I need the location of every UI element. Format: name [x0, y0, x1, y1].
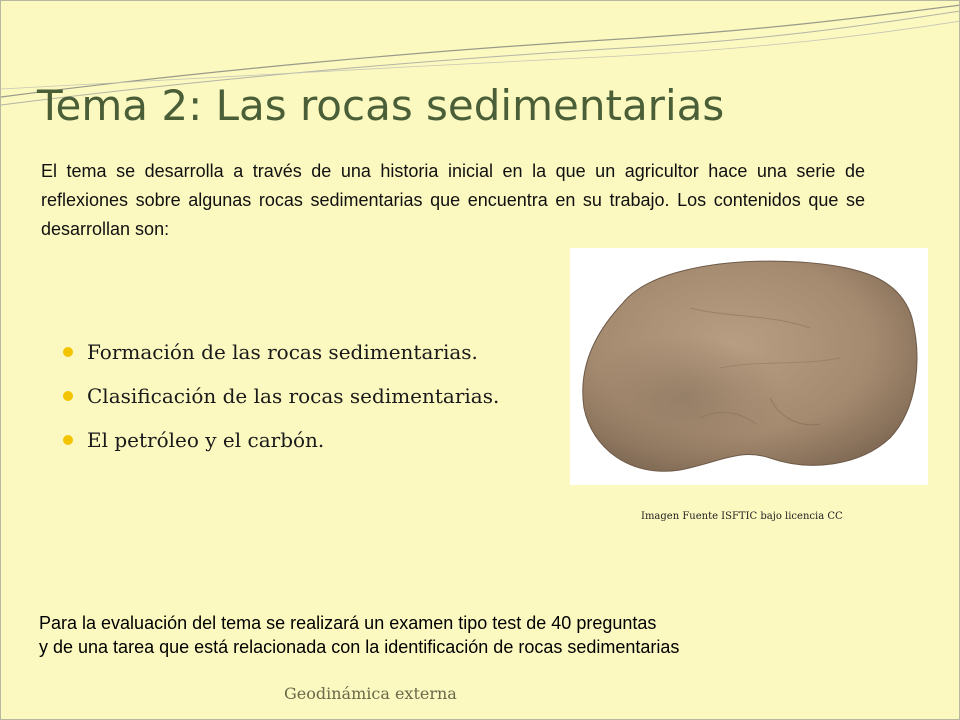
image-credit: Imagen Fuente ISFTIC bajo licencia CC — [641, 511, 843, 522]
evaluation-line: y de una tarea que está relacionada con la identificación de rocas sedimentarias — [39, 637, 680, 657]
list-item-text: Formación de las rocas sedimentarias. — [87, 340, 478, 364]
bullet-icon — [63, 435, 73, 445]
bullet-icon — [63, 347, 73, 357]
rock-image — [570, 248, 928, 485]
evaluation-line: Para la evaluación del tema se realizará un examen tipo test de 40 preguntas — [39, 613, 657, 633]
evaluation-note — [39, 611, 679, 659]
intro-paragraph: El tema se desarrolla a través de una historia inicial en la que un agricultor hace una serie de reflexiones sobre algunas rocas sedimentarias que encuentra en su trabajo. Los contenidos que se desarrollan son: — [41, 161, 865, 239]
slide-title: Tema 2: Las rocas sedimentarias — [37, 81, 725, 130]
rock-illustration — [570, 248, 928, 485]
footer-text: Geodinámica externa — [284, 684, 457, 703]
bullet-icon — [63, 391, 73, 401]
list-item — [63, 337, 583, 367]
content-list — [63, 337, 583, 469]
list-item-text: El petróleo y el carbón. — [87, 428, 325, 452]
list-item — [63, 425, 583, 455]
list-item — [63, 381, 583, 411]
list-item-text: Clasificación de las rocas sedimentarias. — [87, 384, 500, 408]
